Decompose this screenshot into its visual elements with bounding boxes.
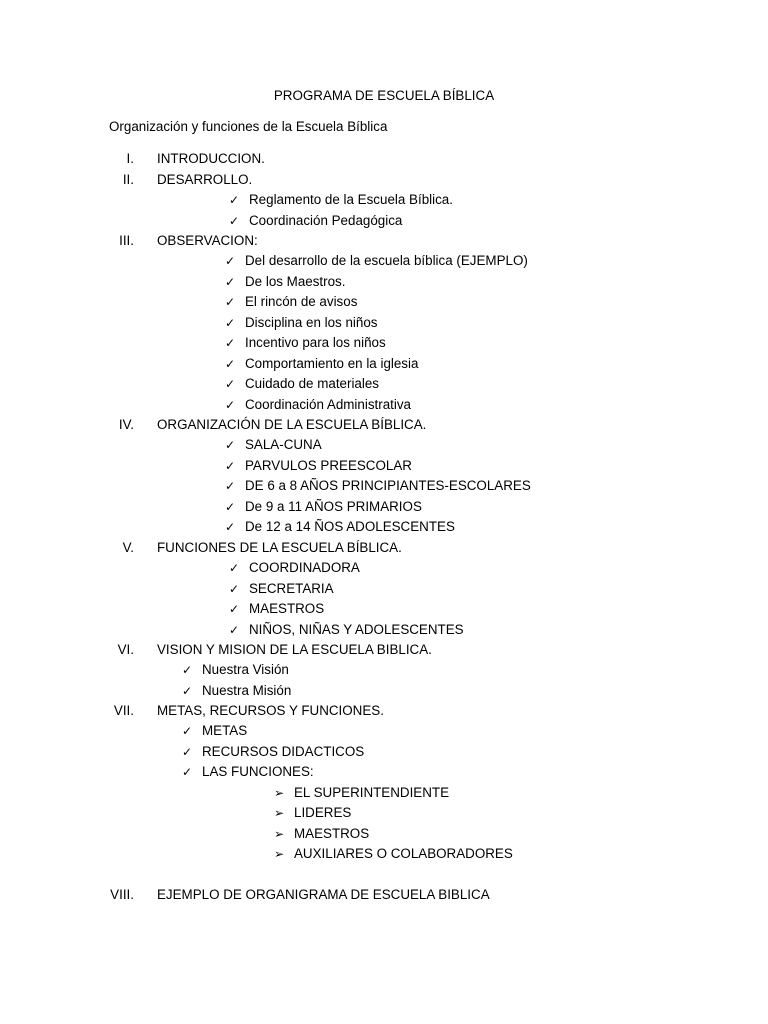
section-heading: ORGANIZACIÓN DE LA ESCUELA BÍBLICA. <box>157 417 427 432</box>
list-item-label: LAS FUNCIONES: <box>202 764 314 779</box>
list-item-label: El rincón de avisos <box>245 294 358 309</box>
section-number: I. <box>126 151 134 166</box>
list-item-label: Comportamiento en la iglesia <box>245 356 419 371</box>
list-item <box>229 620 464 640</box>
list-item <box>225 272 345 292</box>
list-item-label: Nuestra Visión <box>202 662 289 677</box>
checkmark-icon: ✓ <box>225 336 236 350</box>
list-item-label: SALA-CUNA <box>245 437 322 452</box>
list-item <box>225 517 455 537</box>
section-number: IV. <box>118 417 134 432</box>
list-item <box>229 190 453 210</box>
list-item <box>225 354 418 374</box>
checkmark-icon: ✓ <box>229 602 240 616</box>
sub-list-item-label: AUXILIARES O COLABORADORES <box>294 846 513 861</box>
section-heading: OBSERVACION: <box>157 233 258 248</box>
list-item-label: Disciplina en los niños <box>245 315 378 330</box>
list-item <box>182 660 289 680</box>
section-heading: EJEMPLO DE ORGANIGRAMA DE ESCUELA BIBLICA <box>157 887 490 902</box>
list-item-label: Coordinación Pedagógica <box>249 213 403 228</box>
checkmark-icon: ✓ <box>229 623 240 637</box>
checkmark-icon: ✓ <box>225 357 236 371</box>
list-item <box>225 456 412 476</box>
list-item <box>182 762 314 782</box>
checkmark-icon: ✓ <box>225 479 236 493</box>
list-item <box>182 681 291 701</box>
arrow-bullet-icon: ➢ <box>274 827 285 841</box>
list-item-label: Nuestra Misión <box>202 683 292 698</box>
checkmark-icon: ✓ <box>225 438 236 452</box>
list-item <box>229 599 324 619</box>
checkmark-icon: ✓ <box>225 316 236 330</box>
sub-list-item-label: EL SUPERINTENDIENTE <box>294 785 450 800</box>
arrow-bullet-icon: ➢ <box>274 806 285 820</box>
section-heading: METAS, RECURSOS Y FUNCIONES. <box>157 703 384 718</box>
section-number: III. <box>119 233 134 248</box>
checkmark-icon: ✓ <box>182 765 193 779</box>
list-item-label: De los Maestros. <box>245 274 346 289</box>
list-item-label: SECRETARIA <box>249 581 334 596</box>
list-item-label: Reglamento de la Escuela Bíblica. <box>249 192 453 207</box>
document-subtitle: Organización y funciones de la Escuela Bíblica <box>109 119 388 134</box>
list-item <box>225 251 528 271</box>
sub-list-item <box>274 803 351 823</box>
list-item-label: PARVULOS PREESCOLAR <box>245 458 412 473</box>
checkmark-icon: ✓ <box>225 254 236 268</box>
checkmark-icon: ✓ <box>182 684 193 698</box>
sub-list-item-label: LIDERES <box>294 805 352 820</box>
checkmark-icon: ✓ <box>225 520 236 534</box>
section-number: VI. <box>117 642 134 657</box>
list-item-label: Coordinación Administrativa <box>245 397 411 412</box>
list-item <box>225 395 411 415</box>
list-item-label: METAS <box>202 723 248 738</box>
sub-list-item <box>274 783 449 803</box>
list-item <box>225 292 357 312</box>
section-number: VII. <box>113 703 134 718</box>
sub-list-item-label: MAESTROS <box>294 826 370 841</box>
list-item <box>225 313 378 333</box>
checkmark-icon: ✓ <box>182 745 193 759</box>
list-item-label: COORDINADORA <box>249 560 360 575</box>
list-item-label: Incentivo para los niños <box>245 335 386 350</box>
checkmark-icon: ✓ <box>225 275 236 289</box>
list-item <box>229 558 360 578</box>
checkmark-icon: ✓ <box>229 561 240 575</box>
checkmark-icon: ✓ <box>225 500 236 514</box>
list-item-label: De 12 a 14 ÑOS ADOLESCENTES <box>245 519 455 534</box>
list-item <box>182 721 247 741</box>
list-item-label: RECURSOS DIDACTICOS <box>202 744 365 759</box>
section-number: VIII. <box>110 887 134 902</box>
arrow-bullet-icon: ➢ <box>274 786 285 800</box>
list-item-label: De 9 a 11 AÑOS PRIMARIOS <box>245 499 422 514</box>
list-item <box>229 211 402 231</box>
checkmark-icon: ✓ <box>225 398 236 412</box>
section-heading: VISION Y MISION DE LA ESCUELA BIBLICA. <box>157 642 432 657</box>
checkmark-icon: ✓ <box>182 663 193 677</box>
section-number: V. <box>122 540 134 555</box>
list-item <box>225 374 379 394</box>
checkmark-icon: ✓ <box>225 295 236 309</box>
checkmark-icon: ✓ <box>229 582 240 596</box>
sub-list-item <box>274 844 513 864</box>
list-item-label: NIÑOS, NIÑAS Y ADOLESCENTES <box>249 622 464 637</box>
sub-list-item <box>274 824 369 844</box>
section-heading: FUNCIONES DE LA ESCUELA BÍBLICA. <box>157 540 402 555</box>
list-item-label: Cuidado de materiales <box>245 376 379 391</box>
list-item <box>229 579 334 599</box>
list-item-label: MAESTROS <box>249 601 325 616</box>
arrow-bullet-icon: ➢ <box>274 847 285 861</box>
checkmark-icon: ✓ <box>225 459 236 473</box>
list-item <box>182 742 364 762</box>
checkmark-icon: ✓ <box>229 193 240 207</box>
list-item <box>225 476 531 496</box>
checkmark-icon: ✓ <box>229 214 240 228</box>
document-title: PROGRAMA DE ESCUELA BÍBLICA <box>273 88 495 103</box>
section-heading: DESARROLLO. <box>157 172 253 187</box>
list-item <box>225 497 422 517</box>
section-number: II. <box>122 172 134 187</box>
section-heading: INTRODUCCION. <box>157 151 265 166</box>
checkmark-icon: ✓ <box>225 377 236 391</box>
list-item <box>225 333 386 353</box>
list-item <box>225 435 322 455</box>
checkmark-icon: ✓ <box>182 724 193 738</box>
list-item-label: DE 6 a 8 AÑOS PRINCIPIANTES-ESCOLARES <box>245 478 531 493</box>
list-item-label: Del desarrollo de la escuela bíblica (EJEMPLO) <box>245 253 528 268</box>
